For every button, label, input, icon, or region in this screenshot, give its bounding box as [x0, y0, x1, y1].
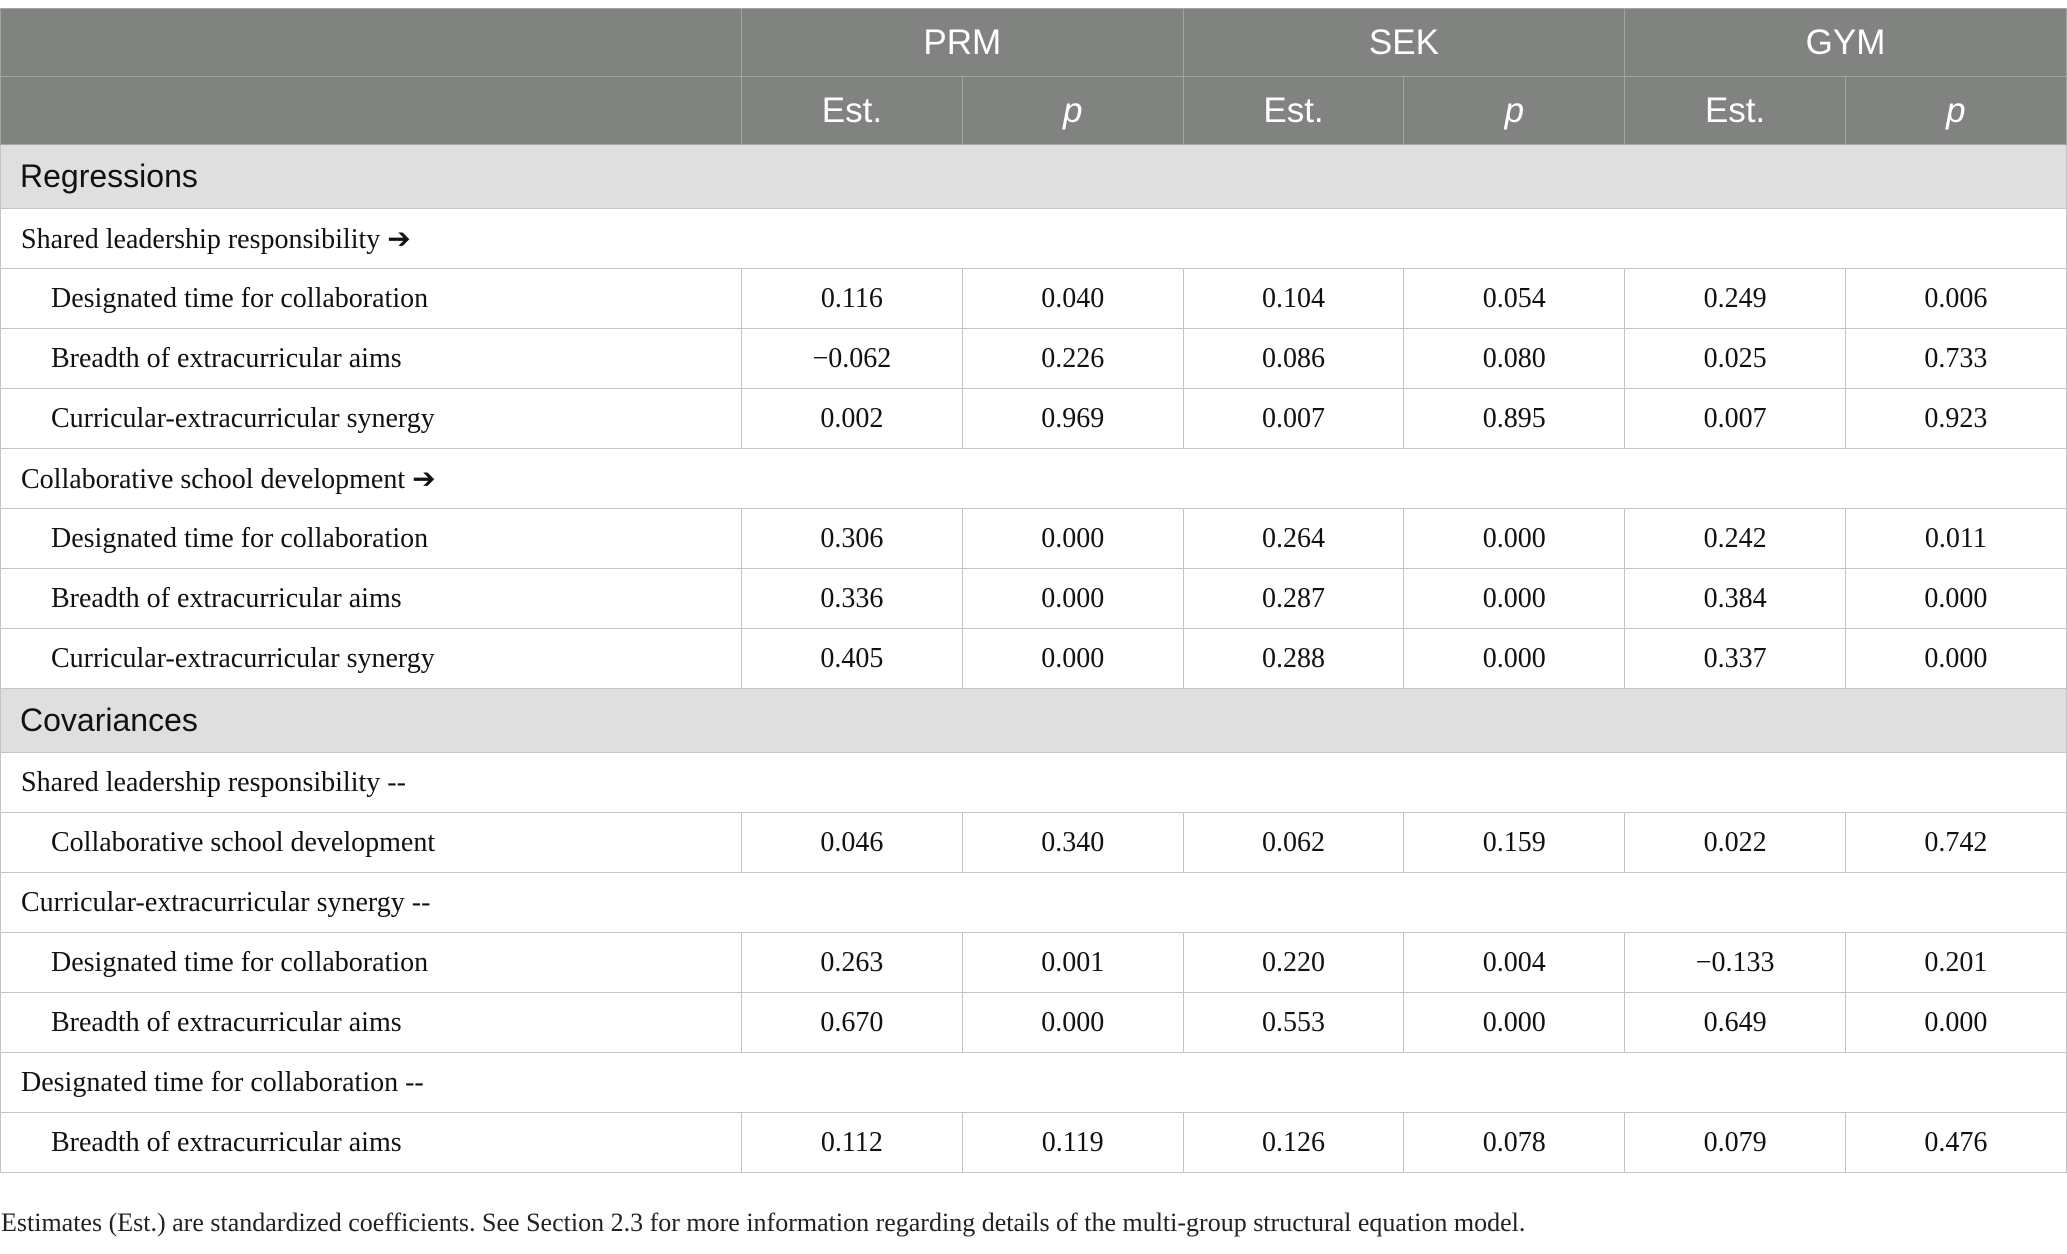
prm-p-cell: 0.340	[962, 813, 1183, 873]
prm-p-cell: 0.001	[962, 933, 1183, 993]
section-title: Regressions	[1, 145, 2067, 209]
table-row	[1, 629, 2067, 689]
results-table	[0, 8, 2067, 1173]
sek-p-cell: 0.004	[1404, 933, 1625, 993]
row-label: Designated time for collaboration	[1, 933, 742, 993]
gym-p-cell: 0.923	[1846, 389, 2067, 449]
section-row-covariances	[1, 689, 2067, 753]
group-header-sek: SEK	[1183, 9, 1625, 77]
row-label: Designated time for collaboration	[1, 269, 742, 329]
gym-est-cell: 0.022	[1625, 813, 1846, 873]
prm-p-cell: 0.000	[962, 569, 1183, 629]
sek-est-cell: 0.288	[1183, 629, 1404, 689]
sek-est-cell: 0.126	[1183, 1113, 1404, 1173]
sek-p-cell: 0.078	[1404, 1113, 1625, 1173]
row-label: Breadth of extracurricular aims	[1, 1113, 742, 1173]
prm-est-cell: 0.046	[742, 813, 963, 873]
gym-p-cell: 0.000	[1846, 569, 2067, 629]
prm-p-cell: 0.000	[962, 993, 1183, 1053]
block-label: Shared leadership responsibility ➔	[1, 209, 2067, 269]
row-label: Curricular-extracurricular synergy	[1, 389, 742, 449]
p-header: p	[1404, 77, 1625, 145]
gym-p-cell: 0.006	[1846, 269, 2067, 329]
sek-est-cell: 0.264	[1183, 509, 1404, 569]
row-label: Curricular-extracurricular synergy	[1, 629, 742, 689]
row-label: Breadth of extracurricular aims	[1, 993, 742, 1053]
prm-est-cell: 0.112	[742, 1113, 963, 1173]
sek-p-cell: 0.000	[1404, 629, 1625, 689]
header-corner-cell	[1, 77, 742, 145]
row-label: Collaborative school development	[1, 813, 742, 873]
row-label: Designated time for collaboration	[1, 509, 742, 569]
gym-est-cell: 0.007	[1625, 389, 1846, 449]
gym-est-cell: 0.384	[1625, 569, 1846, 629]
sek-est-cell: 0.086	[1183, 329, 1404, 389]
prm-p-cell: 0.969	[962, 389, 1183, 449]
results-table-body	[1, 145, 2067, 1173]
block-row	[1, 873, 2067, 933]
prm-est-cell: 0.336	[742, 569, 963, 629]
prm-p-cell: 0.226	[962, 329, 1183, 389]
block-row	[1, 753, 2067, 813]
table-footnote: Estimates (Est.) are standardized coefficients. See Section 2.3 for more information regarding details of the multi-group structural equation model.	[1, 1208, 1526, 1237]
gym-p-cell: 0.011	[1846, 509, 2067, 569]
table-row	[1, 813, 2067, 873]
gym-est-cell: −0.133	[1625, 933, 1846, 993]
table-row	[1, 389, 2067, 449]
sek-p-cell: 0.000	[1404, 569, 1625, 629]
group-header-prm: PRM	[742, 9, 1184, 77]
prm-p-cell: 0.040	[962, 269, 1183, 329]
gym-p-cell: 0.733	[1846, 329, 2067, 389]
sek-p-cell: 0.895	[1404, 389, 1625, 449]
header-corner-cell	[1, 9, 742, 77]
block-label: Designated time for collaboration --	[1, 1053, 2067, 1113]
sek-est-cell: 0.007	[1183, 389, 1404, 449]
sek-est-cell: 0.553	[1183, 993, 1404, 1053]
section-row-regressions	[1, 145, 2067, 209]
group-header-gym: GYM	[1625, 9, 2067, 77]
block-label: Curricular-extracurricular synergy --	[1, 873, 2067, 933]
p-header: p	[962, 77, 1183, 145]
gym-est-cell: 0.649	[1625, 993, 1846, 1053]
prm-p-cell: 0.000	[962, 629, 1183, 689]
p-header: p	[1846, 77, 2067, 145]
block-label: Collaborative school development ➔	[1, 449, 2067, 509]
prm-est-cell: −0.062	[742, 329, 963, 389]
sek-p-cell: 0.000	[1404, 993, 1625, 1053]
prm-est-cell: 0.002	[742, 389, 963, 449]
sek-p-cell: 0.000	[1404, 509, 1625, 569]
row-label: Breadth of extracurricular aims	[1, 569, 742, 629]
header-row-stats	[1, 77, 2067, 145]
row-label: Breadth of extracurricular aims	[1, 329, 742, 389]
prm-est-cell: 0.116	[742, 269, 963, 329]
table-row	[1, 269, 2067, 329]
prm-est-cell: 0.405	[742, 629, 963, 689]
gym-est-cell: 0.249	[1625, 269, 1846, 329]
gym-est-cell: 0.242	[1625, 509, 1846, 569]
sek-p-cell: 0.054	[1404, 269, 1625, 329]
block-label: Shared leadership responsibility --	[1, 753, 2067, 813]
table-row	[1, 509, 2067, 569]
prm-est-cell: 0.306	[742, 509, 963, 569]
sek-est-cell: 0.220	[1183, 933, 1404, 993]
gym-est-cell: 0.079	[1625, 1113, 1846, 1173]
prm-p-cell: 0.119	[962, 1113, 1183, 1173]
table-row	[1, 329, 2067, 389]
gym-est-cell: 0.337	[1625, 629, 1846, 689]
sek-est-cell: 0.062	[1183, 813, 1404, 873]
table-row	[1, 1113, 2067, 1173]
table-row	[1, 993, 2067, 1053]
table-row	[1, 933, 2067, 993]
est-header: Est.	[1625, 77, 1846, 145]
sek-est-cell: 0.287	[1183, 569, 1404, 629]
gym-p-cell: 0.742	[1846, 813, 2067, 873]
est-header: Est.	[1183, 77, 1404, 145]
prm-p-cell: 0.000	[962, 509, 1183, 569]
prm-est-cell: 0.263	[742, 933, 963, 993]
sek-p-cell: 0.080	[1404, 329, 1625, 389]
gym-p-cell: 0.201	[1846, 933, 2067, 993]
gym-p-cell: 0.000	[1846, 629, 2067, 689]
header-row-groups	[1, 9, 2067, 77]
results-table-container	[0, 8, 2067, 1173]
table-row	[1, 569, 2067, 629]
sek-p-cell: 0.159	[1404, 813, 1625, 873]
gym-p-cell: 0.000	[1846, 993, 2067, 1053]
block-row	[1, 1053, 2067, 1113]
gym-est-cell: 0.025	[1625, 329, 1846, 389]
section-title: Covariances	[1, 689, 2067, 753]
block-row	[1, 449, 2067, 509]
sek-est-cell: 0.104	[1183, 269, 1404, 329]
est-header: Est.	[742, 77, 963, 145]
gym-p-cell: 0.476	[1846, 1113, 2067, 1173]
prm-est-cell: 0.670	[742, 993, 963, 1053]
block-row	[1, 209, 2067, 269]
